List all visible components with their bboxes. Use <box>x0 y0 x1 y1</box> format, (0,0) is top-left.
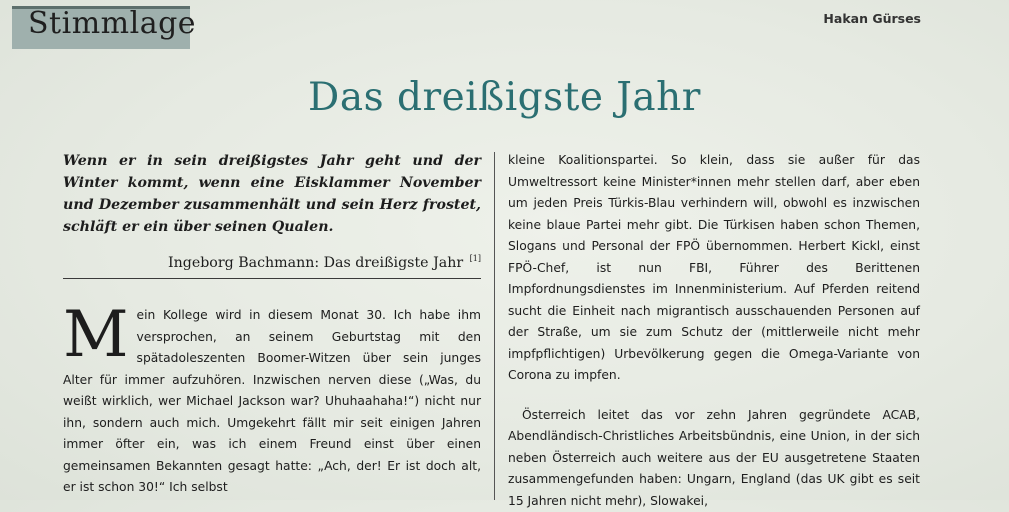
body-left <box>63 305 481 499</box>
body-paragraph-text: ein Kollege wird in diesem Monat 30. Ich habe ihm versprochen, an seinem Geburtstag mit den spätadoleszenten Boomer-Witzen über sein junges Alter für immer aufzuhören. Inzwischen nerven diese („Was, du weißt wirklich, wer Michael Jackson war? Uhuhaahaha!“) nicht nur ihn, sondern auch mich. Umgekehrt fällt mir seit einigen Jahren immer öfter ein, was ich einem Freund einst über einen gemeinsamen Bekannten gesagt hatte: „Ach, der! Er ist doch alt, er ist schon 30!“ Ich selbst <box>63 308 481 494</box>
right-column <box>508 150 920 512</box>
drop-cap: M <box>63 307 129 363</box>
article-title: Das dreißigste Jahr <box>0 73 1009 123</box>
epigraph-source <box>63 248 481 279</box>
section-label: Stimmlage <box>28 6 196 42</box>
body-paragraph-right-1: kleine Koalitionspartei. So klein, dass sie außer für das Umweltressort keine Minister*innen mehr stellen darf, aber eben um jeden Preis Türkis-Blau verhindern will, obwohl es inzwischen keine blaue Partei mehr gibt. Die Türkisen haben schon Themen, Slogans und Personal der FPÖ übernommen. Herbert Kickl, einst FPÖ-Chef, ist nun FBI, Führer des Berittenen Impfordnungsdienstes im Innenministerium. Auf Pferden reitend sucht die Einheit nach migrantisch ausschauenden Personen auf der Straße, um sie zum Schutz der (mittlerweile nicht mehr impfpflichtigen) Urbevölkerung gegen die Omega-Variante von Corona zu impfen. <box>508 150 920 387</box>
epigraph-text: Wenn er in sein dreißigstes Jahr geht und der Winter kommt, wenn eine Eisklammer November und Dezember zusammenhält und sein Herz frostet, schläft er ein über seinen Qualen. <box>63 150 481 238</box>
epigraph-source-text: Ingeborg Bachmann: Das dreißigste Jahr <box>168 255 463 271</box>
paragraph-gap <box>508 387 920 405</box>
left-column <box>63 150 481 499</box>
body-paragraph <box>63 305 481 499</box>
column-divider <box>494 152 495 500</box>
footnote-reference: [1] <box>470 254 481 263</box>
author-name: Hakan Gürses <box>823 11 921 26</box>
body-paragraph-right-2: Österreich leitet das vor zehn Jahren gegründete ACAB, Abendländisch-Christliches Arbeitsbündnis, eine Union, in der sich neben Österreich auch weitere aus der EU ausgetretene Staaten zusammengefunden haben: Ungarn, England (das UK gibt es seit 15 Jahren nicht mehr), Slowakei, <box>508 405 920 512</box>
